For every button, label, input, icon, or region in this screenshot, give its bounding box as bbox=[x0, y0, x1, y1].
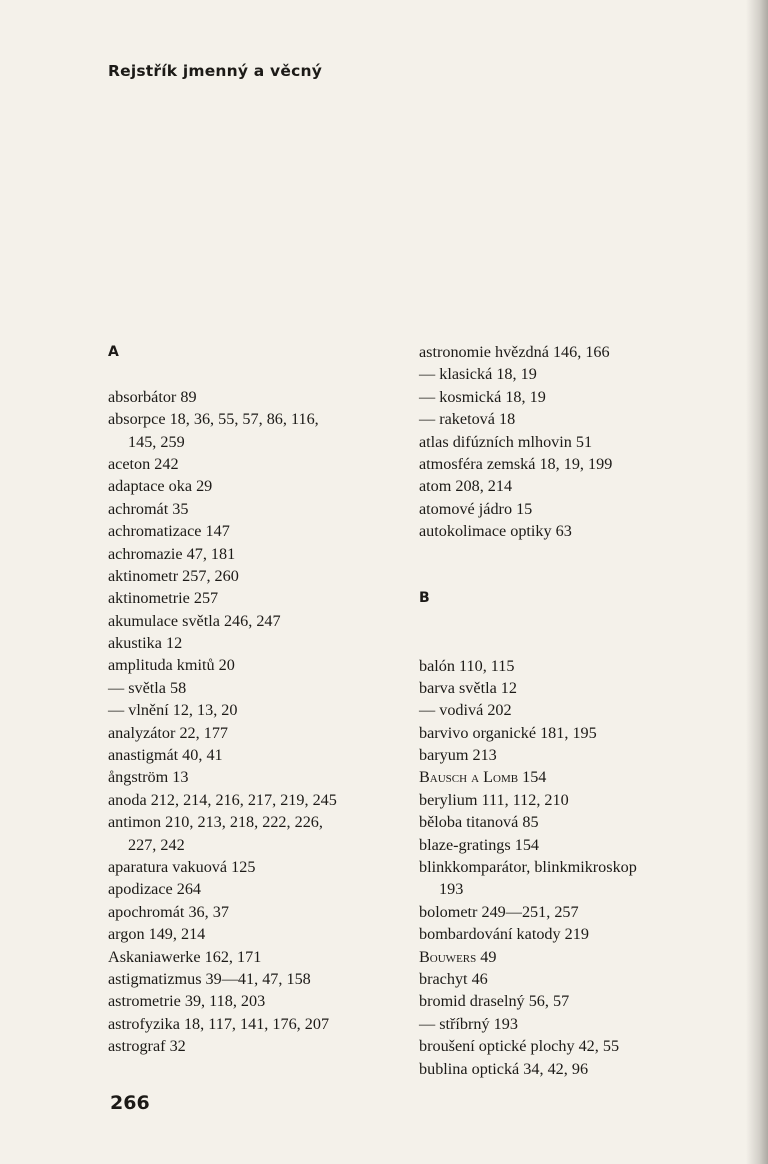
index-entry: anastigmát 40, 41 bbox=[108, 746, 223, 765]
index-entry: blinkkomparátor, blinkmikroskop bbox=[419, 858, 637, 877]
index-entry: akustika 12 bbox=[108, 634, 183, 653]
index-entry: atlas difúzních mlhovin 51 bbox=[419, 432, 593, 451]
index-entry: absorbátor 89 bbox=[108, 387, 197, 406]
section-letter-b: B bbox=[419, 590, 430, 607]
index-entry: autokolimace optiky 63 bbox=[419, 522, 572, 541]
page-header: Rejstřík jmenný a věcný bbox=[108, 62, 323, 80]
index-entry: barva světla 12 bbox=[419, 678, 517, 697]
index-entry: atom 208, 214 bbox=[419, 477, 513, 496]
index-entry: broušení optické plochy 42, 55 bbox=[419, 1037, 620, 1056]
index-entry: Askaniawerke 162, 171 bbox=[108, 947, 262, 966]
index-subentry: — vlnění 12, 13, 20 bbox=[108, 701, 238, 720]
index-subentry: — světla 58 bbox=[108, 678, 187, 697]
index-entry: aktinometr 257, 260 bbox=[108, 566, 239, 585]
index-entry: akumulace světla 246, 247 bbox=[108, 611, 281, 630]
index-entry: adaptace oka 29 bbox=[108, 477, 213, 496]
index-entry: analyzátor 22, 177 bbox=[108, 723, 229, 742]
index-entry: barvivo organické 181, 195 bbox=[419, 723, 597, 742]
index-entry: atomové jádro 15 bbox=[419, 499, 533, 518]
index-entry-continuation: 227, 242 bbox=[128, 835, 185, 854]
index-entry: apochromát 36, 37 bbox=[108, 902, 229, 921]
index-entry: astrograf 32 bbox=[108, 1037, 186, 1056]
index-entry: astrofyzika 18, 117, 141, 176, 207 bbox=[108, 1014, 330, 1033]
index-entry: bombardování katody 219 bbox=[419, 925, 589, 944]
index-entry: astrometrie 39, 118, 203 bbox=[108, 992, 266, 1011]
index-entry: atmosféra zemská 18, 19, 199 bbox=[419, 454, 613, 473]
index-entry: berylium 111, 112, 210 bbox=[419, 790, 569, 809]
index-subentry: — stříbrný 193 bbox=[419, 1014, 518, 1033]
index-entry: apodizace 264 bbox=[108, 880, 202, 899]
index-entry: achromát 35 bbox=[108, 499, 189, 518]
index-column-left bbox=[108, 341, 408, 1058]
index-entry: balón 110, 115 bbox=[419, 656, 515, 675]
index-entry: blaze-gratings 154 bbox=[419, 835, 540, 854]
index-entry: astronomie hvězdná 146, 166 bbox=[419, 343, 610, 361]
section-letter-a: A bbox=[108, 344, 119, 360]
index-entry: absorpce 18, 36, 55, 57, 86, 116, bbox=[108, 410, 319, 429]
index-subentry: — klasická 18, 19 bbox=[419, 365, 537, 384]
index-entry: aceton 242 bbox=[108, 454, 179, 473]
index-entry-name: Bouwers 49 bbox=[419, 947, 497, 966]
index-entry: achromatizace 147 bbox=[108, 522, 230, 541]
index-entry: anoda 212, 214, 216, 217, 219, 245 bbox=[108, 790, 337, 809]
page-number: 266 bbox=[110, 1092, 150, 1114]
index-entry: bolometr 249—251, 257 bbox=[419, 902, 579, 921]
index-entry: bublina optická 34, 42, 96 bbox=[419, 1059, 589, 1078]
index-subentry: — kosmická 18, 19 bbox=[419, 387, 546, 406]
index-entry: ångström 13 bbox=[108, 768, 189, 787]
index-subentry: — vodivá 202 bbox=[419, 701, 512, 720]
index-entry: brachyt 46 bbox=[419, 969, 488, 988]
index-entry: amplituda kmitů 20 bbox=[108, 656, 235, 675]
index-entry: běloba titanová 85 bbox=[419, 813, 539, 832]
index-entry: bromid draselný 56, 57 bbox=[419, 992, 570, 1011]
page-edge-shadow bbox=[746, 0, 768, 1164]
index-entry-name: Bausch a Lomb 154 bbox=[419, 768, 547, 787]
index-entry: aparatura vakuová 125 bbox=[108, 857, 256, 876]
index-entry: astigmatizmus 39—41, 47, 158 bbox=[108, 969, 311, 988]
index-entry: baryum 213 bbox=[419, 746, 497, 765]
index-entry: achromazie 47, 181 bbox=[108, 544, 236, 563]
index-entry: antimon 210, 213, 218, 222, 226, bbox=[108, 813, 323, 832]
index-column-right bbox=[419, 341, 739, 1080]
index-entry-continuation: 193 bbox=[439, 880, 464, 899]
index-entry: argon 149, 214 bbox=[108, 925, 206, 944]
index-entry-continuation: 145, 259 bbox=[128, 432, 185, 451]
index-subentry: — raketová 18 bbox=[419, 410, 516, 429]
index-entry: aktinometrie 257 bbox=[108, 589, 219, 608]
